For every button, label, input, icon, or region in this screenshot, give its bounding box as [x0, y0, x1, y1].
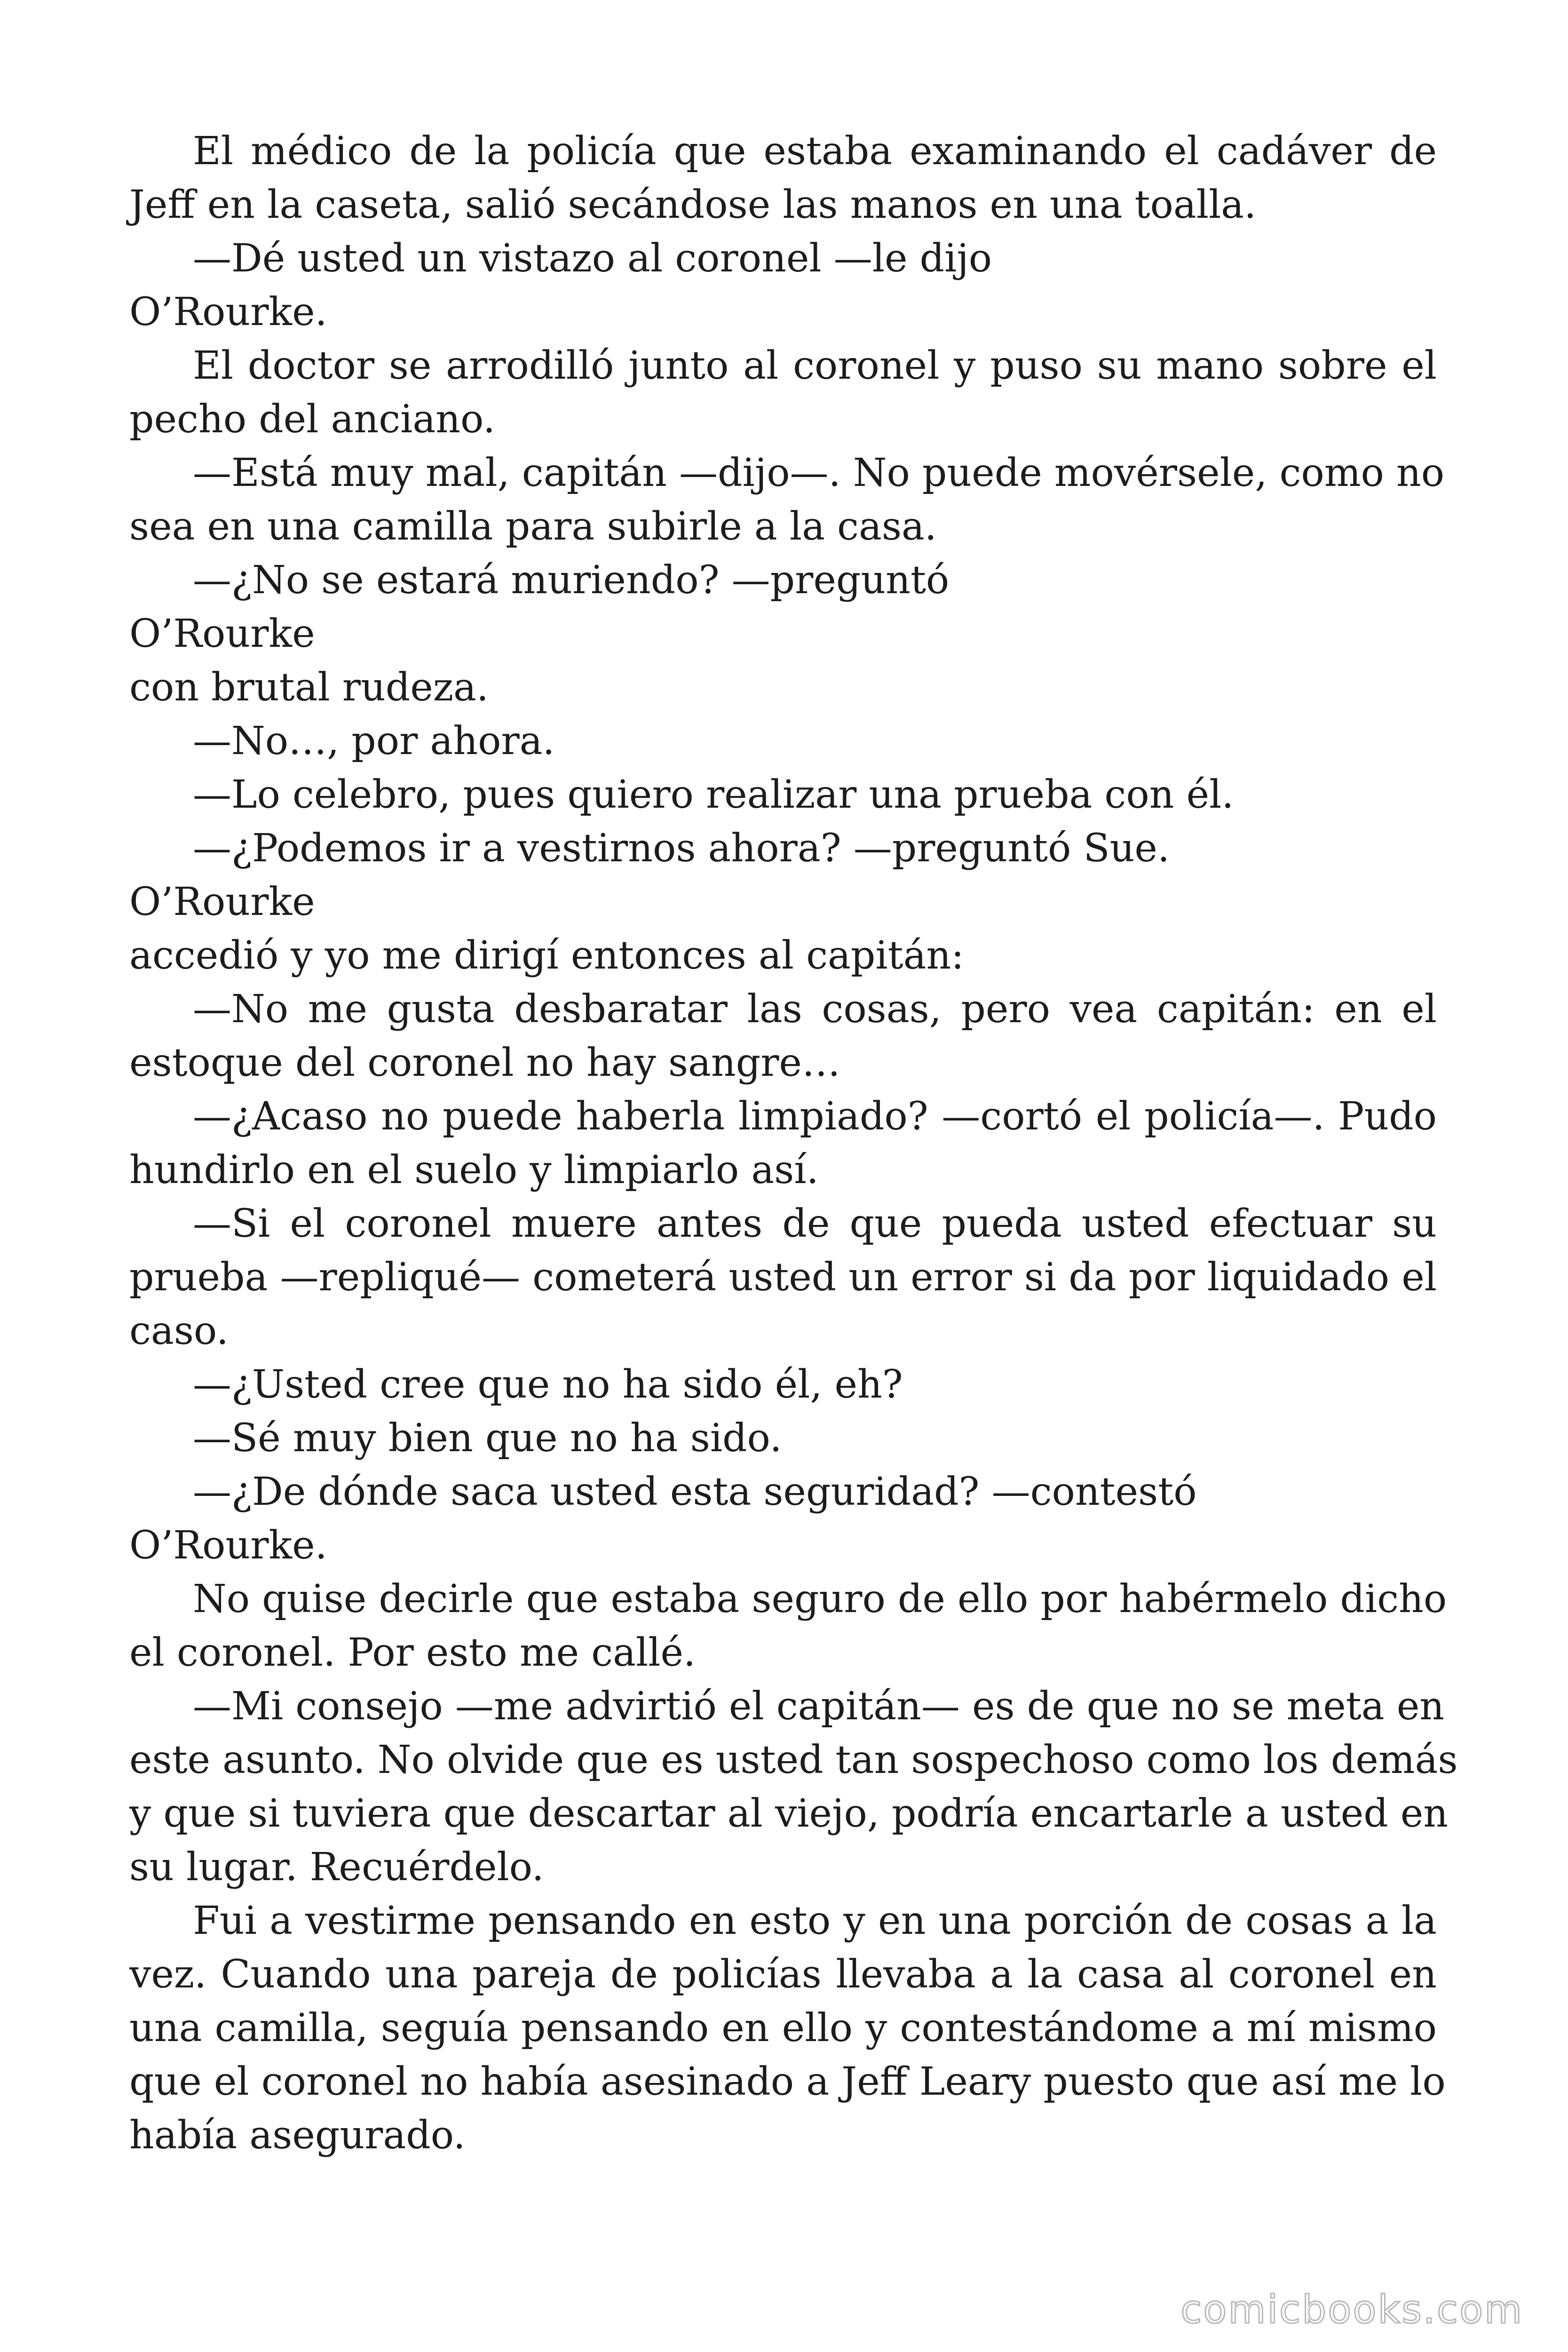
text-line: caso. — [129, 1309, 229, 1353]
text-line: —No me gusta desbaratar las cosas, pero vea capitán: en el — [193, 987, 1437, 1032]
watermark: comicbooks.com — [1180, 2288, 1523, 2332]
text-line: accedió y yo me dirigí entonces al capitán: — [129, 933, 964, 978]
text-line: —Sé muy bien que no ha sido. — [193, 1416, 782, 1461]
text-line: —¿No se estará muriendo? —preguntó — [193, 558, 950, 603]
text-line: con brutal rudeza. — [129, 665, 489, 710]
text-line: —Dé usted un vistazo al coronel —le dijo — [193, 236, 992, 281]
text-line: estoque del coronel no hay sangre… — [129, 1041, 840, 1085]
text-line: O’Rourke — [129, 880, 315, 924]
text-line: —Lo celebro, pues quiero realizar una prueba con él. — [193, 772, 1234, 817]
text-line: —No…, por ahora. — [193, 719, 555, 763]
text-line: una camilla, seguía pensando en ello y contestándome a mí mismo — [129, 2006, 1437, 2050]
text-line: —Mi consejo —me advirtió el capitán— es de que no se meta en — [193, 1684, 1445, 1729]
text-line: El doctor se arrodilló junto al coronel y puso su mano sobre el — [193, 343, 1437, 388]
text-line: y que si tuviera que descartar al viejo, podría encartarle a usted en — [129, 1791, 1449, 1836]
text-line: —Si el coronel muere antes de que pueda usted efectuar su — [193, 1201, 1437, 1246]
text-line: Fui a vestirme pensando en esto y en una porción de cosas a la — [193, 1899, 1437, 1943]
text-line: El médico de la policía que estaba examinando el cadáver de — [193, 129, 1437, 174]
text-line: pecho del anciano. — [129, 397, 496, 442]
text-line: que el coronel no había asesinado a Jeff Leary puesto que así me lo — [129, 2059, 1446, 2104]
book-page-text — [129, 125, 1458, 2162]
text-line: —Está muy mal, capitán —dijo—. No puede movérsele, como no — [193, 451, 1445, 495]
text-line: O’Rourke. — [129, 1523, 327, 1568]
text-line: O’Rourke. — [129, 290, 327, 334]
text-line: sea en una camilla para subirle a la casa. — [129, 504, 937, 549]
text-line: había asegurado. — [129, 2113, 466, 2158]
text-line: Jeff en la caseta, salió secándose las manos en una toalla. — [129, 183, 1257, 227]
text-line: su lugar. Recuérdelo. — [129, 1845, 544, 1890]
text-line: el coronel. Por esto me callé. — [129, 1630, 696, 1675]
text-line: —¿Acaso no puede haberla limpiado? —cortó el policía—. Pudo — [193, 1094, 1437, 1139]
text-line: O’Rourke — [129, 612, 315, 656]
text-line: este asunto. No olvide que es usted tan sospechoso como los demás — [129, 1738, 1458, 1782]
text-line: prueba —repliqué— cometerá usted un error si da por liquidado el — [129, 1255, 1437, 1300]
text-line: —¿Podemos ir a vestirnos ahora? —preguntó Sue. — [193, 826, 1170, 871]
text-line: —¿Usted cree que no ha sido él, eh? — [193, 1362, 903, 1407]
text-line: hundirlo en el suelo y limpiarlo así. — [129, 1148, 819, 1192]
text-line: —¿De dónde saca usted esta seguridad? —contestó — [193, 1470, 1197, 1514]
text-line: vez. Cuando una pareja de policías llevaba a la casa al coronel en — [129, 1952, 1437, 1997]
text-line: No quise decirle que estaba seguro de ello por habérmelo dicho — [193, 1577, 1447, 1621]
